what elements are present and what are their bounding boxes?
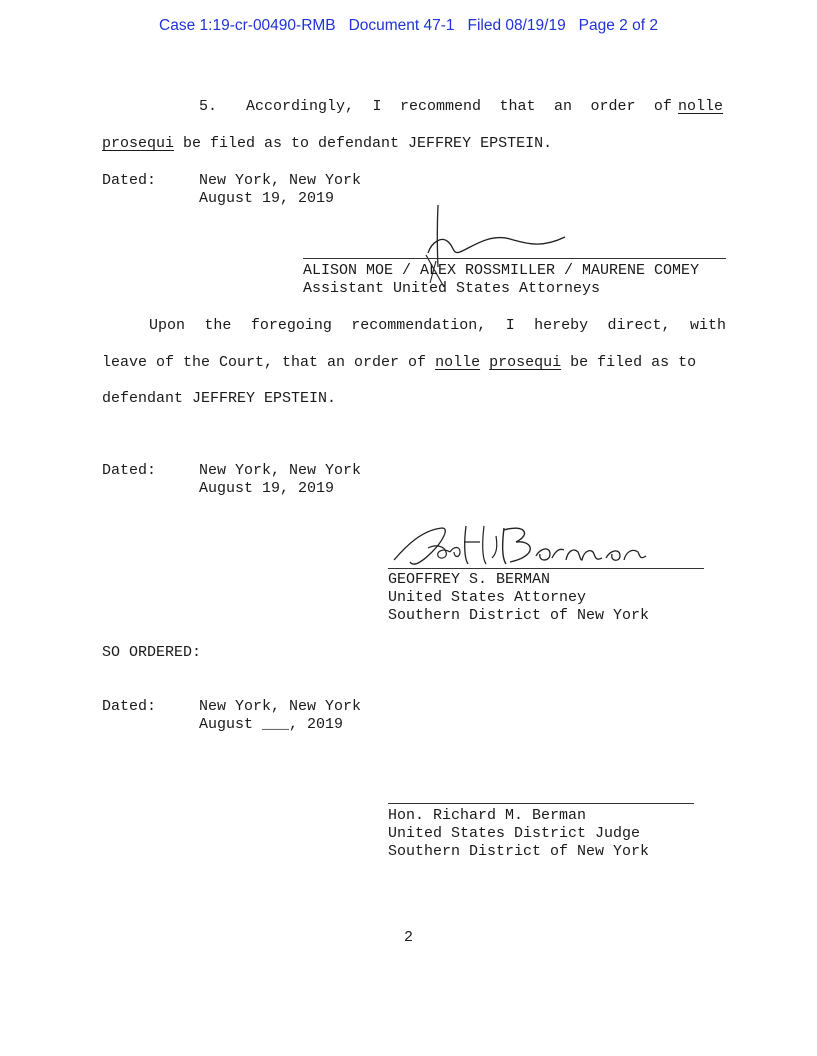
- paragraph5-word: Accordingly,: [246, 98, 355, 115]
- dated-place: New York, New York: [199, 698, 362, 715]
- handwritten-signature-berman: [384, 518, 684, 578]
- judge-title: United States District Judge: [388, 825, 641, 842]
- direction-word: foregoing: [250, 317, 332, 334]
- ecf-header: [0, 17, 817, 35]
- direction-line2-pre: leave of the Court, that an order of: [102, 354, 436, 371]
- document-number: Document 47-1: [348, 17, 455, 34]
- space: [480, 354, 489, 371]
- direction-line3: defendant JEFFREY EPSTEIN.: [102, 390, 337, 407]
- direction-line2-post: be filed as to: [561, 354, 697, 371]
- paragraph5-word: that: [499, 98, 536, 115]
- paragraph5-word: order: [590, 98, 636, 115]
- paragraph5-line2-rest: be filed as to defendant JEFFREY EPSTEIN.: [174, 135, 553, 152]
- nolle-term: nolle: [435, 354, 481, 371]
- prosequi-term: prosequi: [102, 135, 175, 152]
- dated-date: August 19, 2019: [199, 480, 335, 497]
- judge-district: Southern District of New York: [388, 843, 650, 860]
- direction-word: direct,: [607, 317, 671, 334]
- page-of: Page 2 of 2: [578, 17, 658, 34]
- signatory-district: Southern District of New York: [388, 607, 650, 624]
- judge-name: Hon. Richard M. Berman: [388, 807, 587, 824]
- dated-label: Dated:: [102, 172, 157, 189]
- signatory-name: GEOFFREY S. BERMAN: [388, 571, 551, 588]
- judge-signature-line: [388, 803, 694, 804]
- direction-line2: [102, 354, 696, 371]
- direction-word: the: [204, 317, 232, 334]
- signature-line: [388, 568, 704, 569]
- nolle-term: nolle: [678, 98, 724, 115]
- paragraph5-word: recommend: [399, 98, 481, 115]
- direction-word: hereby: [534, 317, 589, 334]
- so-ordered: SO ORDERED:: [102, 644, 202, 661]
- case-number: Case 1:19-cr-00490-RMB: [159, 17, 336, 34]
- dated-date: August 19, 2019: [199, 190, 335, 207]
- dated-place: New York, New York: [199, 172, 362, 189]
- page-number: 2: [404, 929, 414, 946]
- signatory-title: Assistant United States Attorneys: [303, 280, 601, 297]
- paragraph-number: 5.: [199, 98, 218, 115]
- direction-word: I: [505, 317, 515, 334]
- signatory-title: United States Attorney: [388, 589, 587, 606]
- paragraph5-line1: [246, 98, 672, 115]
- direction-word: Upon: [149, 317, 186, 334]
- prosequi-term: prosequi: [489, 354, 562, 371]
- filed-date: Filed 08/19/19: [467, 17, 566, 34]
- paragraph5-word: I: [372, 98, 382, 115]
- direction-word: recommendation,: [351, 317, 487, 334]
- paragraph5-word: an: [553, 98, 572, 115]
- direction-line1: [149, 317, 726, 334]
- dated-date: August ___, 2019: [199, 716, 344, 733]
- direction-word: with: [689, 317, 726, 334]
- paragraph5-word: of: [653, 98, 672, 115]
- dated-label: Dated:: [102, 462, 157, 479]
- dated-label: Dated:: [102, 698, 157, 715]
- signature-line: [303, 258, 726, 259]
- paragraph5-line2: [102, 135, 552, 152]
- signatory-names: ALISON MOE / ALEX ROSSMILLER / MAURENE COMEY: [303, 262, 700, 279]
- dated-place: New York, New York: [199, 462, 362, 479]
